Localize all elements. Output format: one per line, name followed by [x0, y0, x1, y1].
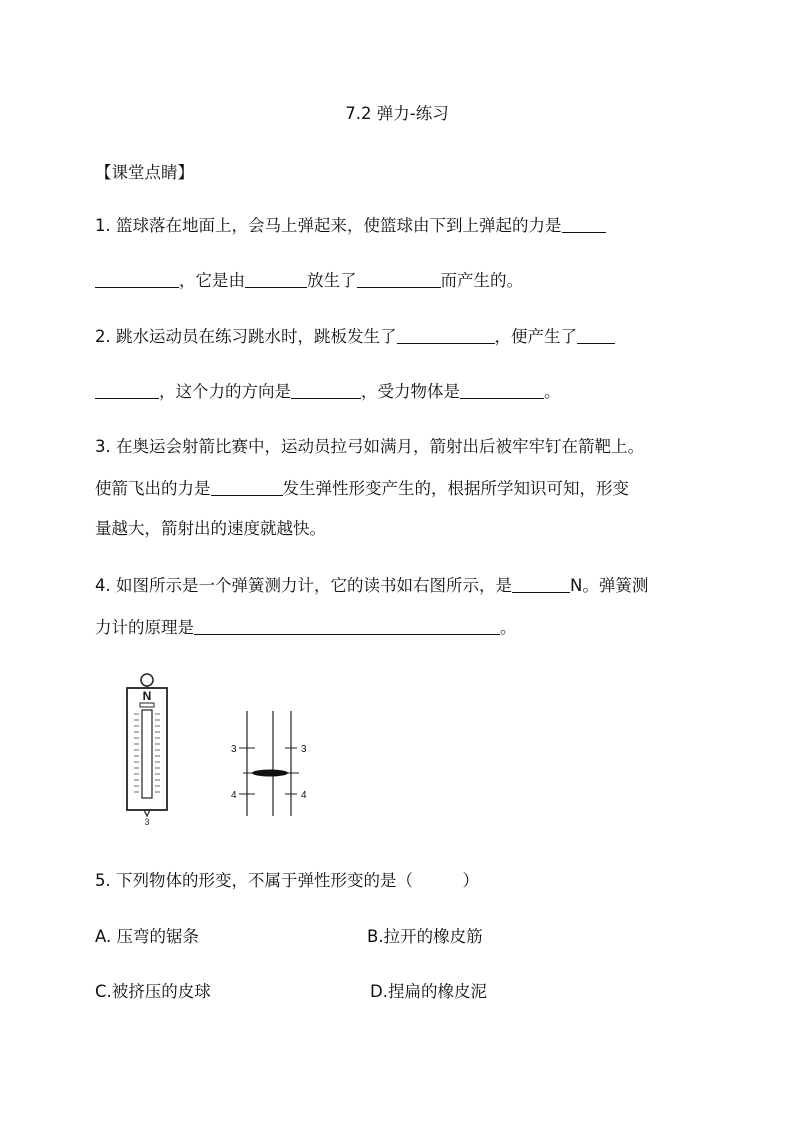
q4-text-4: 。 [500, 618, 517, 637]
q2-text-3: ，这个力的方向是 [159, 382, 291, 401]
q3-text-1: 使箭飞出的力是 [95, 479, 211, 498]
q4-text-3: 力计的原理是 [95, 618, 194, 637]
pointer-marker [252, 770, 288, 777]
question-1-line-2 [95, 271, 523, 291]
q2-blank-2a[interactable] [577, 327, 615, 344]
q2-blank-2b[interactable] [95, 382, 159, 399]
q1-blank-1b[interactable] [95, 271, 179, 288]
q1-blank-3[interactable] [357, 271, 441, 288]
q3-text-2: 发生弹性形变产生的，根据所学知识可知，形变 [282, 479, 629, 498]
q2-blank-4[interactable] [460, 382, 544, 399]
page-title: 7.2 弹力-练习 [345, 104, 449, 123]
q1-text-2: ，它是由 [179, 271, 245, 290]
option-b[interactable]: B.拉开的橡皮筋 [367, 927, 483, 946]
option-c[interactable]: C.被挤压的皮球 [95, 982, 211, 1001]
question-3-line-3: 量越大，箭射出的速度就越快。 [95, 519, 326, 538]
q1-blank-1a[interactable] [562, 216, 606, 233]
tick-label-right-lower: 4 [301, 790, 307, 801]
q2-text-2: ，便产生了 [494, 327, 577, 346]
q1-text-4: 而产生的。 [440, 271, 523, 290]
question-4-line-1 [95, 576, 648, 596]
q4-blank-2[interactable] [194, 618, 500, 635]
q2-blank-3[interactable] [291, 382, 361, 399]
question-3-line-2 [95, 479, 629, 499]
q4-blank-1[interactable] [512, 576, 570, 593]
q4-text-1: 4. 如图所示是一个弹簧测力计，它的读书如右图所示，是 [95, 576, 512, 595]
q2-text-5: 。 [544, 382, 561, 401]
hook-label: 3 [144, 817, 150, 827]
question-4-line-2 [95, 618, 517, 638]
q2-text-1: 2. 跳水运动员在练习跳水时，跳板发生了 [95, 327, 397, 346]
q2-text-4: ，受力物体是 [361, 382, 460, 401]
question-2-line-2 [95, 382, 561, 402]
q4-text-2: N。弹簧测 [570, 576, 649, 595]
question-2-line-1 [95, 327, 615, 347]
tick-label-right-upper: 3 [301, 744, 307, 755]
question-1-line-1 [95, 216, 606, 236]
question-3-line-1: 3. 在奥运会射箭比赛中，运动员拉弓如满月，箭射出后被牢牢钉在箭靶上。 [95, 437, 644, 456]
section-heading: 【课堂点睛】 [95, 163, 194, 182]
option-a[interactable]: A. 压弯的锯条 [95, 927, 199, 946]
question-5-stem: 5. 下列物体的形变，不属于弹性形变的是（ ） [95, 871, 479, 890]
q1-blank-2[interactable] [245, 271, 307, 288]
tick-label-left-lower: 4 [231, 790, 237, 801]
q3-blank-1[interactable] [211, 479, 283, 496]
q2-blank-1[interactable] [397, 327, 495, 344]
q1-text-3: 放生了 [307, 271, 357, 290]
scale-unit-label: N [142, 689, 152, 703]
option-d[interactable]: D.捏扁的橡皮泥 [370, 982, 487, 1001]
spring-scale-figure [120, 668, 180, 828]
tick-label-left-upper: 3 [231, 744, 237, 755]
scale-ticks [134, 714, 160, 792]
q1-text-1: 1. 篮球落在地面上，会马上弹起来，使篮球由下到上弹起的力是 [95, 216, 562, 235]
scale-reading-figure [225, 706, 325, 821]
